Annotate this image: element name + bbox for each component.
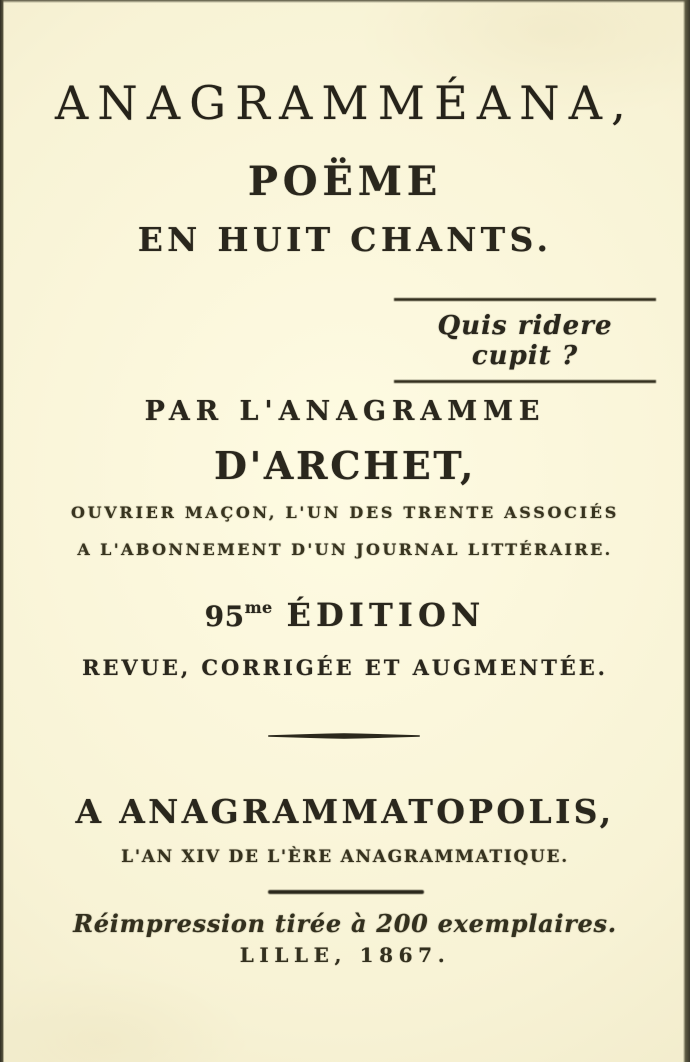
revision-line: REVUE, CORRIGÉE ET AUGMENTÉE. xyxy=(82,655,608,680)
epigraph-block xyxy=(394,298,656,383)
epigraph-rule-top xyxy=(394,298,656,301)
edition-line xyxy=(0,596,690,634)
book-subtitle-chants: EN HUIT CHANTS. xyxy=(137,220,553,259)
edition-word: ÉDITION xyxy=(286,596,486,634)
colophon-divider-rule xyxy=(268,890,424,894)
book-subtitle-poeme: POËME xyxy=(247,158,443,205)
book-title: ANAGRAMMÉANA, xyxy=(55,76,635,130)
edition-number: 95 xyxy=(204,600,245,633)
colophon-city-year: LILLE, 1867. xyxy=(239,943,451,967)
colophon-note: Réimpression tirée à 200 exemplaires. xyxy=(73,909,617,938)
scan-edge-top xyxy=(0,0,690,3)
author-description-line2: A L'ABONNEMENT D'UN JOURNAL LITTÉRAIRE. xyxy=(77,540,613,559)
center-divider-rule xyxy=(268,733,420,739)
epigraph-text: Quis ridere cupit ? xyxy=(437,311,613,371)
author-byline: PAR L'ANAGRAMME xyxy=(144,396,546,427)
imprint-place: A ANAGRAMMATOPOLIS, xyxy=(75,792,615,831)
edition-ordinal-suffix: me xyxy=(244,598,273,617)
author-name: D'ARCHET, xyxy=(213,443,477,488)
epigraph-rule-bottom xyxy=(394,380,656,383)
imprint-era: L'AN XIV DE L'ÈRE ANAGRAMMATIQUE. xyxy=(121,847,569,867)
author-description-line1: OUVRIER MAÇON, L'UN DES TRENTE ASSOCIÉS xyxy=(70,503,620,522)
